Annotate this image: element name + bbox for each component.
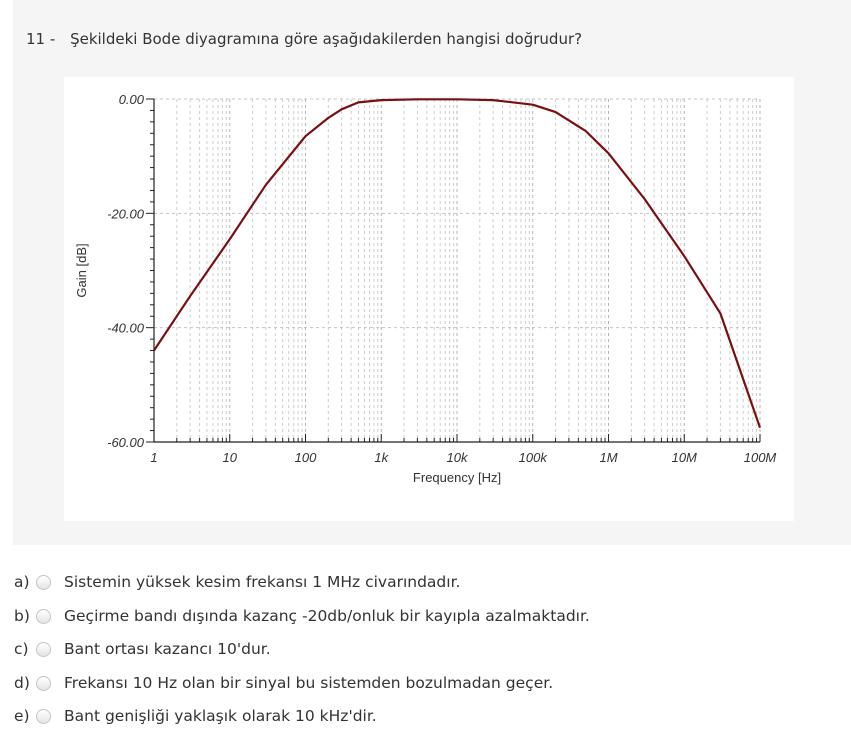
question-text: Şekildeki Bode diyagramına göre aşağıdakilerden hangisi doğrudur? [70,30,583,48]
question-number: 11 - [26,30,56,48]
option-letter: d) [14,674,30,692]
x-tick-label: 10M [671,450,697,465]
radio-button[interactable] [36,676,51,691]
x-tick-label: 1M [599,450,618,465]
question-header [26,30,582,48]
option-text: Frekansı 10 Hz olan bir sinyal bu sistemden bozulmadan geçer. [64,674,554,692]
x-tick-label: 10 [222,450,237,465]
y-tick-label: -40.00 [107,320,144,336]
option-letter: b) [14,607,30,625]
y-tick-label: -60.00 [107,435,144,450]
x-tick-label: 1 [150,450,158,465]
radio-button[interactable] [36,642,51,657]
radio-button[interactable] [36,609,51,624]
x-tick-label: 10k [446,450,468,465]
y-tick-label: 0.00 [118,92,144,107]
option-e[interactable] [14,703,377,729]
x-tick-label: 1k [374,450,389,465]
option-text: Geçirme bandı dışında kazanç -20db/onluk bir kayıpla azalmaktadır. [64,607,590,625]
option-d[interactable] [14,670,553,696]
option-b[interactable] [14,603,590,629]
x-tick-label: 100M [743,450,777,465]
option-letter: e) [14,707,30,725]
option-text: Bant ortası kazancı 10'dur. [64,640,271,658]
option-c[interactable] [14,636,271,662]
option-letter: a) [14,573,30,591]
x-tick-label: 100 [294,450,317,465]
option-text: Sistemin yüksek kesim frekansı 1 MHz civarındadır. [64,573,461,591]
x-axis-label: Frequency [Hz] [412,470,502,485]
radio-button[interactable] [36,709,51,724]
radio-button[interactable] [36,575,51,590]
y-axis-label: Gain [dB] [74,243,89,298]
option-a[interactable] [14,569,460,595]
x-tick-label: 100k [518,450,547,465]
option-letter: c) [14,640,29,658]
y-tick-label: -20.00 [107,206,144,222]
bode-plot [64,77,794,521]
option-text: Bant genişliği yaklaşık olarak 10 kHz'dir. [64,707,377,725]
bode-plot-figure [64,77,794,521]
